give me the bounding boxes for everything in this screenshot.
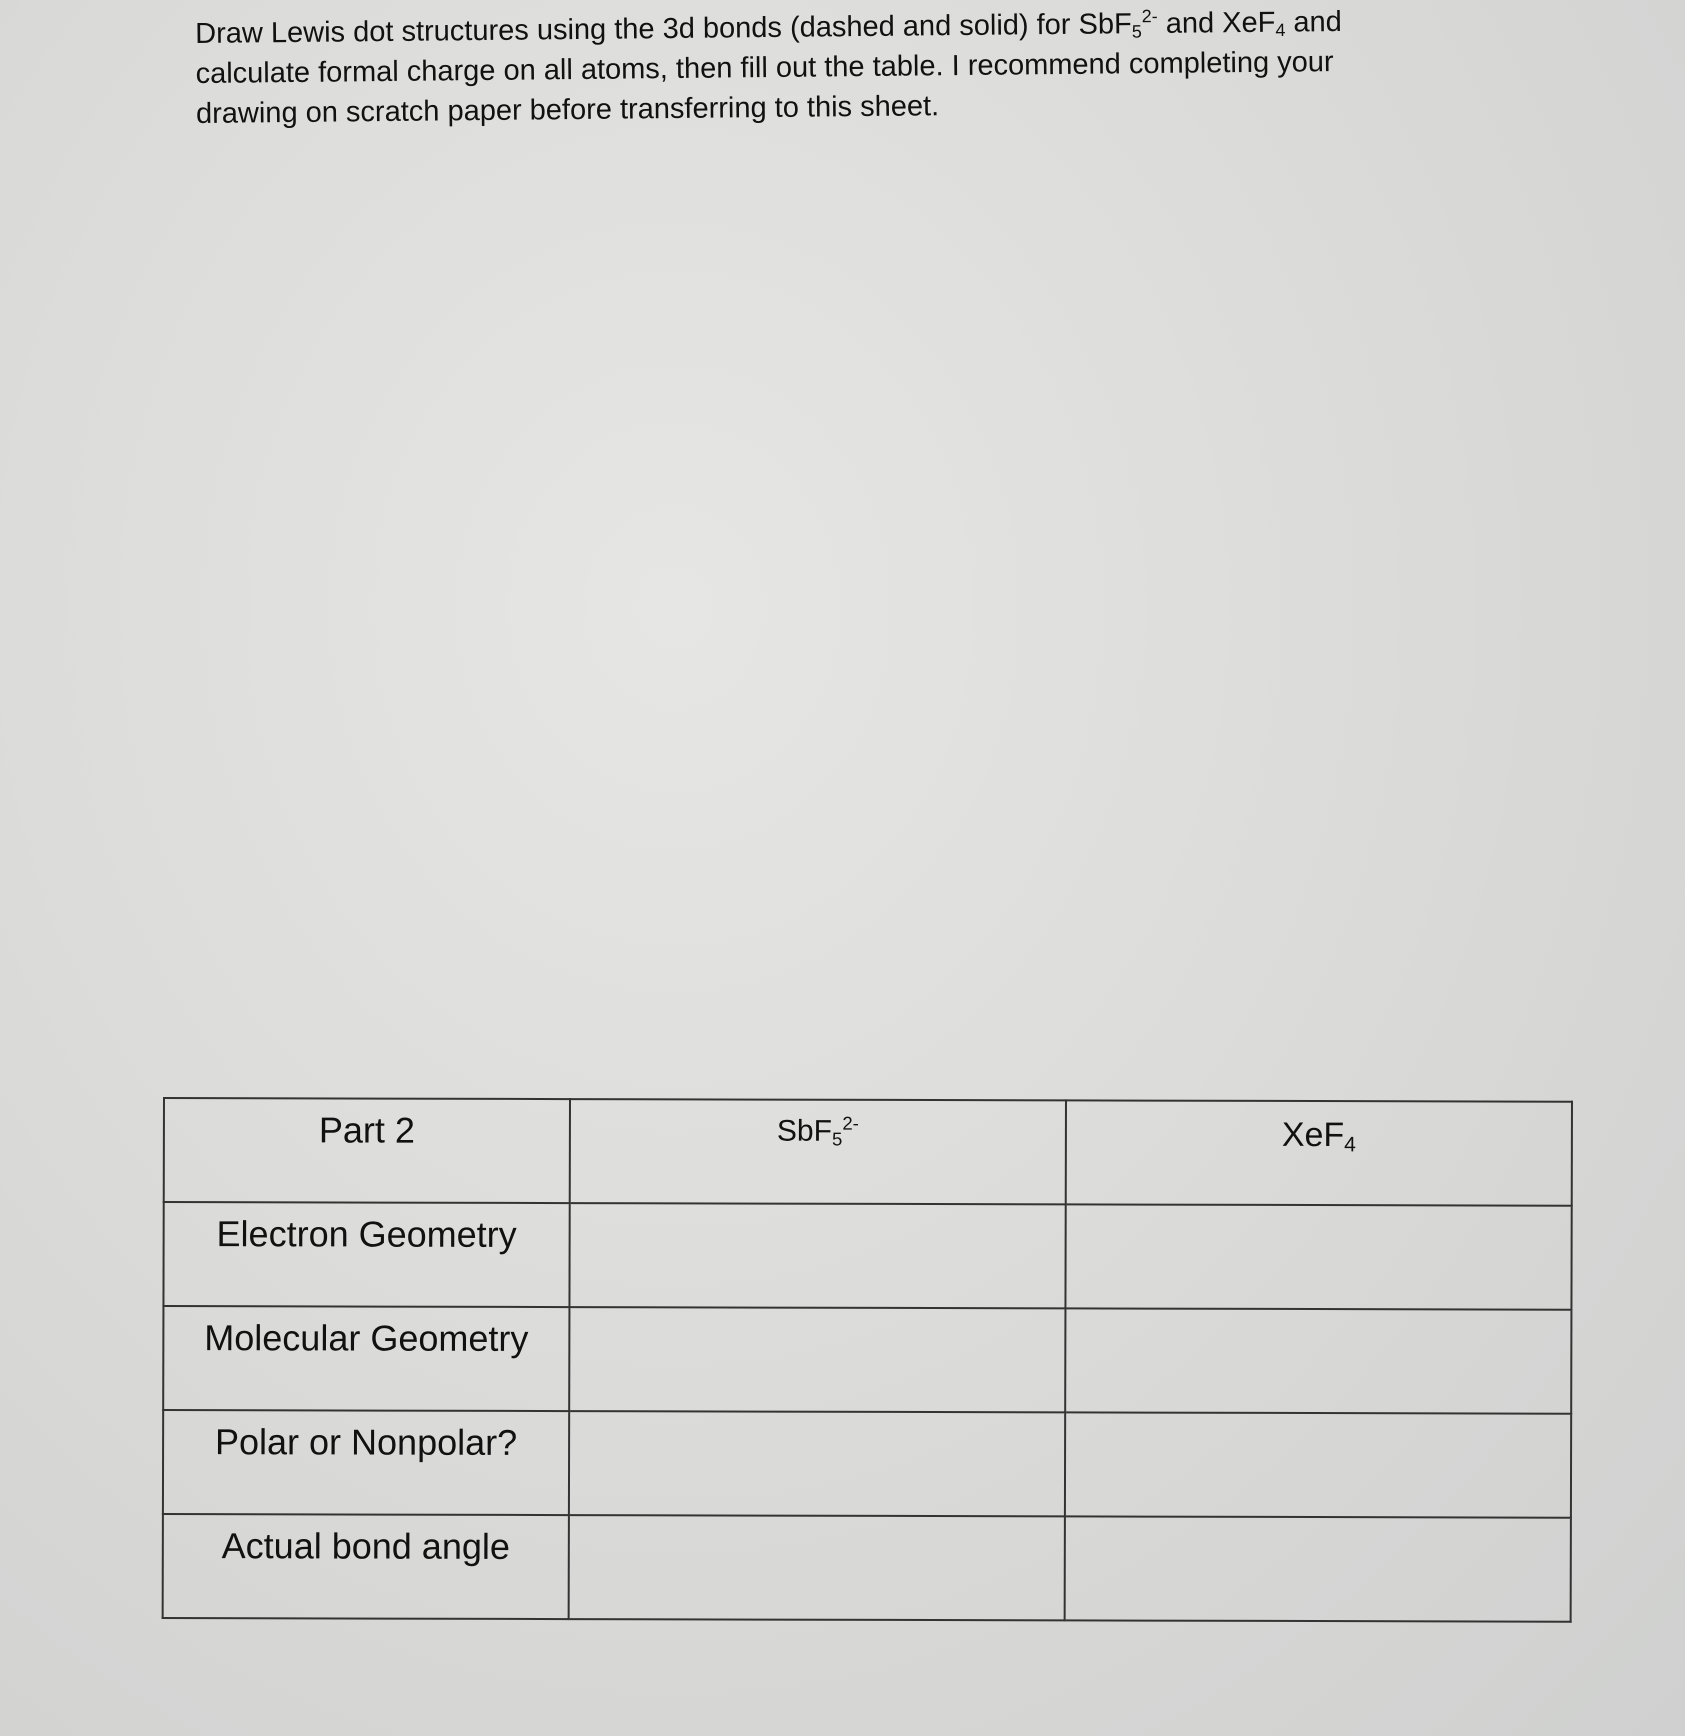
row-label-polarity: Polar or Nonpolar? xyxy=(163,1410,569,1515)
header-xef4-main: XeF xyxy=(1281,1115,1345,1155)
answer-cell-xef4-molecular-geometry[interactable] xyxy=(1065,1308,1571,1413)
answer-cell-sbf5-molecular-geometry[interactable] xyxy=(569,1307,1065,1412)
xef4-subscript: 4 xyxy=(1275,20,1286,41)
instructions-line-1-end: and xyxy=(1285,5,1343,39)
table-row xyxy=(163,1514,1571,1622)
header-sbf5-main: SbF xyxy=(776,1114,833,1148)
instructions-line-1-start: Draw Lewis dot structures using the 3d bonds (dashed and solid) for SbF xyxy=(195,8,1132,50)
header-part-label: Part 2 xyxy=(164,1098,570,1203)
header-xef4 xyxy=(1066,1100,1572,1205)
header-sbf5-subscript: 5 xyxy=(831,1128,843,1150)
row-label-bond-angle: Actual bond angle xyxy=(163,1514,569,1619)
header-sbf5-charge: 2- xyxy=(842,1112,859,1134)
answer-table xyxy=(162,1097,1573,1623)
header-xef4-subscript: 4 xyxy=(1344,1133,1356,1157)
instructions-line-2: calculate formal charge on all atoms, then fill out the table. I recommend completing your xyxy=(195,46,1334,90)
answer-cell-xef4-bond-angle[interactable] xyxy=(1065,1516,1571,1621)
row-label-electron-geometry: Electron Geometry xyxy=(163,1202,569,1307)
sbf5-charge: 2- xyxy=(1141,6,1158,27)
sbf5-subscript: 5 xyxy=(1131,21,1142,42)
instructions-line-3: drawing on scratch paper before transferring to this sheet. xyxy=(195,90,940,130)
answer-cell-xef4-polarity[interactable] xyxy=(1065,1412,1571,1517)
table-row xyxy=(163,1410,1571,1518)
header-sbf5 xyxy=(570,1099,1066,1204)
answer-cell-xef4-electron-geometry[interactable] xyxy=(1065,1204,1571,1309)
instructions-text xyxy=(195,1,1446,134)
table-row xyxy=(163,1306,1571,1414)
row-label-molecular-geometry: Molecular Geometry xyxy=(163,1306,569,1411)
table-row xyxy=(163,1202,1571,1310)
answer-table-wrapper xyxy=(162,1097,1571,1621)
answer-cell-sbf5-polarity[interactable] xyxy=(569,1411,1065,1516)
answer-cell-sbf5-electron-geometry[interactable] xyxy=(569,1203,1065,1308)
instructions-line-1-middle: and XeF xyxy=(1157,6,1276,40)
table-header-row xyxy=(164,1098,1572,1206)
answer-cell-sbf5-bond-angle[interactable] xyxy=(569,1515,1065,1620)
